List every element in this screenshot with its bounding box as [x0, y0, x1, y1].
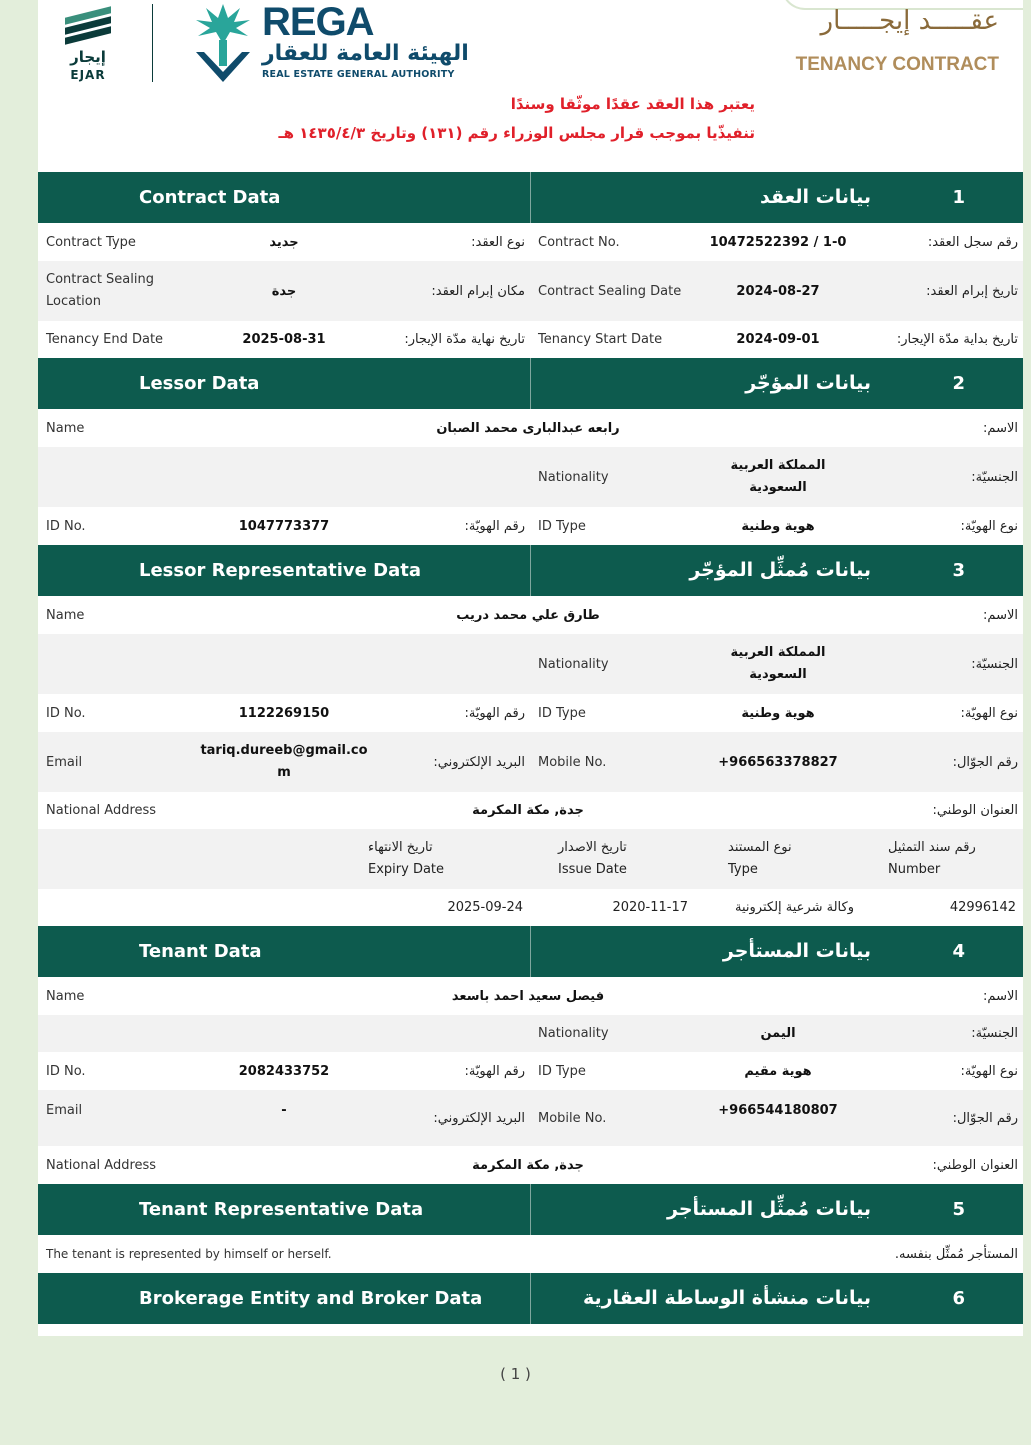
section-title-ar: بيانات المؤجّر: [745, 372, 871, 394]
field-label-en: Name: [46, 988, 85, 1004]
legal-notice-line2: تنفيذّيا بموجب قرار مجلس الوزراء رقم (١٣١) وتاريخ ١٤٣٥/٤/٣ هـ: [278, 124, 755, 142]
field-label-ar: تاريخ بداية مدّة الإيجار:: [896, 332, 1018, 347]
field-label-en: Email: [46, 1102, 83, 1118]
table-row: [38, 732, 1023, 792]
field-value: 2082433752: [238, 1063, 330, 1079]
issue-value: 2020-11-17: [612, 900, 688, 915]
field-value: 2025-08-31: [242, 332, 326, 347]
field-label-ar: مكان إبرام العقد:: [431, 283, 525, 299]
expiry-value: 2025-09-24: [447, 900, 523, 915]
field-label-ar: الاسم:: [983, 988, 1018, 1004]
field-label-ar: رقم الجوّال:: [952, 1110, 1018, 1126]
table-row: [38, 596, 1023, 634]
table-row: [38, 223, 1023, 261]
field-label-en: Nationality: [538, 469, 609, 485]
rega-name-ar: الهيئة العامة للعقار: [262, 41, 469, 66]
field-value: 10472522392 / 1-0: [709, 234, 847, 250]
section-number: 6: [952, 1288, 965, 1309]
number-header: [888, 829, 1016, 889]
section-title-ar: بيانات مُمثِّل المستأجر: [667, 1198, 871, 1220]
field-value: 1122269150: [238, 705, 330, 721]
table-row: [38, 1146, 1023, 1184]
field-label-en: Contract No.: [538, 234, 620, 250]
field-label-ar: الاسم:: [983, 420, 1018, 436]
section-number: 5: [952, 1199, 965, 1220]
table-row: [38, 1052, 1023, 1090]
table-row: [38, 634, 1023, 694]
issue-header-en: Issue Date: [558, 862, 627, 877]
issue-header-ar: تاريخ الاصدار: [558, 840, 627, 855]
section-title-en: Lessor Data: [139, 373, 260, 394]
field-label-en: ID Type: [538, 1063, 586, 1079]
header-divider: [530, 1184, 531, 1235]
field-value: -: [281, 1102, 287, 1118]
field-label-ar: رقم الهويّة:: [464, 1063, 525, 1079]
table-row: [38, 261, 1023, 321]
field-value: المملكة العربية السعودية: [730, 458, 826, 495]
field-value: tariq.dureeb@gmail.com: [200, 743, 368, 780]
section-number: 3: [952, 560, 965, 581]
number-header-en: Number: [888, 862, 941, 877]
table-row: [38, 694, 1023, 732]
ejar-logo-en: EJAR: [70, 68, 106, 82]
section-title-en: Brokerage Entity and Broker Data: [139, 1288, 483, 1309]
section-header-tenant-rep: [38, 1184, 1023, 1235]
field-label-en: National Address: [46, 803, 157, 818]
document-title-ar: عقـــــد إيجـــــار: [820, 6, 999, 36]
type-header: [728, 829, 854, 889]
field-value: +966563378827: [718, 754, 838, 770]
field-label-ar: نوع الهويّة:: [960, 518, 1018, 534]
field-value: هوية مقيم: [744, 1063, 812, 1079]
section-title-ar: بيانات مُمثِّل المؤجّر: [689, 559, 871, 581]
field-value: هوية وطنية: [741, 705, 815, 721]
field-value: رابعه عبدالبارى محمد الصبان: [436, 420, 620, 436]
left-margin: [0, 0, 38, 1336]
field-label-ar: تاريخ نهاية مدّة الإيجار:: [404, 332, 525, 347]
field-value: +966544180807: [718, 1102, 838, 1118]
table-row: [38, 977, 1023, 1015]
field-label-en: Nationality: [538, 1026, 609, 1041]
field-value: 2024-08-27: [736, 283, 820, 299]
field-value: طارق علي محمد دريب: [456, 607, 600, 623]
field-label-en: National Address: [46, 1157, 157, 1173]
field-label-ar: البريد الإلكتروني:: [433, 1110, 525, 1126]
table-row: [38, 889, 1023, 926]
field-label-en: ID No.: [46, 518, 86, 534]
field-value: المملكة العربية السعودية: [730, 645, 826, 682]
section-title-en: Tenant Data: [139, 941, 262, 962]
table-row: [38, 1324, 1023, 1340]
field-label-en: Mobile No.: [538, 754, 607, 770]
field-label-en: Email: [46, 754, 83, 770]
right-margin: [1023, 0, 1031, 1445]
document-title-en: TENANCY CONTRACT: [795, 54, 999, 75]
page-number: ( 1 ): [500, 1365, 531, 1383]
field-label-ar: الجنسيّة:: [971, 656, 1018, 672]
table-row: [38, 1015, 1023, 1052]
field-label-ar: الجنسيّة:: [971, 469, 1018, 485]
field-value: جدة, مكة المكرمة: [472, 1157, 584, 1173]
type-header-en: Type: [728, 862, 758, 877]
field-label-en: Nationality: [538, 656, 609, 672]
table-row: [38, 409, 1023, 447]
field-label-en: Tenancy End Date: [46, 332, 164, 347]
field-label-ar: الجنسيّة:: [971, 1026, 1018, 1041]
field-value: اليمن: [760, 1026, 796, 1041]
field-value: هوية وطنية: [741, 518, 815, 534]
field-label-ar: تاريخ إبرام العقد:: [926, 283, 1018, 299]
field-label-ar: رقم الهويّة:: [464, 518, 525, 534]
bottom-margin: [0, 1336, 1031, 1445]
field-label-ar: العنوان الوطني:: [932, 1157, 1018, 1173]
field-label-en: Tenancy Start Date: [538, 332, 663, 347]
field-label-en: Name: [46, 420, 85, 436]
field-label-ar: نوع الهويّة:: [960, 1063, 1018, 1079]
field-label-ar: رقم سجل العقد:: [927, 234, 1018, 250]
field-label-ar: الاسم:: [983, 607, 1018, 623]
header-divider: [530, 172, 531, 223]
rega-name-en: REAL ESTATE GENERAL AUTHORITY: [262, 69, 455, 80]
header-divider: [530, 1273, 531, 1324]
field-label-en: Contract Sealing Location: [46, 272, 154, 309]
section-header-lessor: [38, 358, 1023, 409]
field-label-en: Contract Type: [46, 234, 136, 250]
rega-logo-icon: [190, 0, 256, 84]
number-value: 42996142: [949, 900, 1016, 915]
table-row: [38, 321, 1023, 358]
table-row: [38, 792, 1023, 829]
section-title-ar: بيانات العقد: [759, 186, 871, 208]
table-row: [38, 1090, 1023, 1146]
table-row: [38, 447, 1023, 507]
section-title-en: Tenant Representative Data: [139, 1199, 424, 1220]
tenant-rep-note-en: The tenant is represented by himself or herself.: [46, 1247, 332, 1261]
section-header-brokerage: [38, 1273, 1023, 1324]
field-label-ar: نوع الهويّة:: [960, 705, 1018, 721]
section-header-tenant: [38, 926, 1023, 977]
expiry-header: [368, 829, 525, 889]
issue-header: [558, 829, 688, 889]
section-title-en: Lessor Representative Data: [139, 560, 421, 581]
field-value: جدة: [271, 283, 297, 299]
section-title-ar: بيانات المستأجر: [722, 940, 871, 962]
field-label-ar: البريد الإلكتروني:: [433, 754, 525, 770]
field-label-en: ID No.: [46, 1063, 86, 1079]
section-header-contract: [38, 172, 1023, 223]
field-label-en: Mobile No.: [538, 1110, 607, 1126]
logo-divider: [152, 4, 153, 82]
field-value: 1047773377: [238, 518, 330, 534]
tenant-rep-note-ar: المستأجر مُمثِّل بنفسه.: [894, 1246, 1018, 1262]
field-value: جدة, مكة المكرمة: [472, 803, 584, 818]
table-row: [38, 1235, 1023, 1273]
expiry-header-en: Expiry Date: [368, 862, 445, 877]
table-row: [38, 507, 1023, 545]
header-divider: [530, 358, 531, 409]
field-label-ar: نوع العقد:: [471, 234, 525, 250]
contract-table: [38, 172, 1023, 1340]
header-divider: [530, 926, 531, 977]
field-label-en: ID Type: [538, 705, 586, 721]
field-label-ar: رقم الجوّال:: [952, 754, 1018, 770]
section-title-ar: بيانات منشأة الوساطة العقارية: [582, 1287, 871, 1309]
field-label-ar: العنوان الوطني:: [932, 803, 1018, 818]
field-label-en: Contract Sealing Date: [538, 283, 682, 299]
field-label-en: ID Type: [538, 518, 586, 534]
field-label-en: ID No.: [46, 705, 86, 721]
header-divider: [530, 545, 531, 596]
section-number: 1: [952, 187, 965, 208]
field-label-ar: رقم الهويّة:: [464, 705, 525, 721]
number-header-ar: رقم سند التمثيل: [888, 840, 976, 855]
field-value: فيصل سعيد احمد باسعد: [451, 988, 605, 1004]
type-value: وكالة شرعية إلكترونية: [735, 900, 854, 915]
section-title-en: Contract Data: [139, 187, 281, 208]
section-number: 2: [952, 373, 965, 394]
field-value: 2024-09-01: [736, 332, 820, 347]
field-value: جديد: [269, 234, 299, 250]
section-header-lessor-rep: [38, 545, 1023, 596]
expiry-header-ar: تاريخ الانتهاء: [368, 840, 433, 855]
field-label-en: Name: [46, 607, 85, 623]
section-number: 4: [952, 941, 965, 962]
legal-notice-line1: يعتبر هذا العقد عقدًا موثّقا وسندًا: [510, 95, 755, 113]
ejar-logo-ar: إيجار: [70, 48, 106, 66]
table-header-row: [38, 829, 1023, 889]
type-header-ar: نوع المستند: [728, 840, 792, 855]
rega-wordmark: REGA: [262, 0, 374, 44]
